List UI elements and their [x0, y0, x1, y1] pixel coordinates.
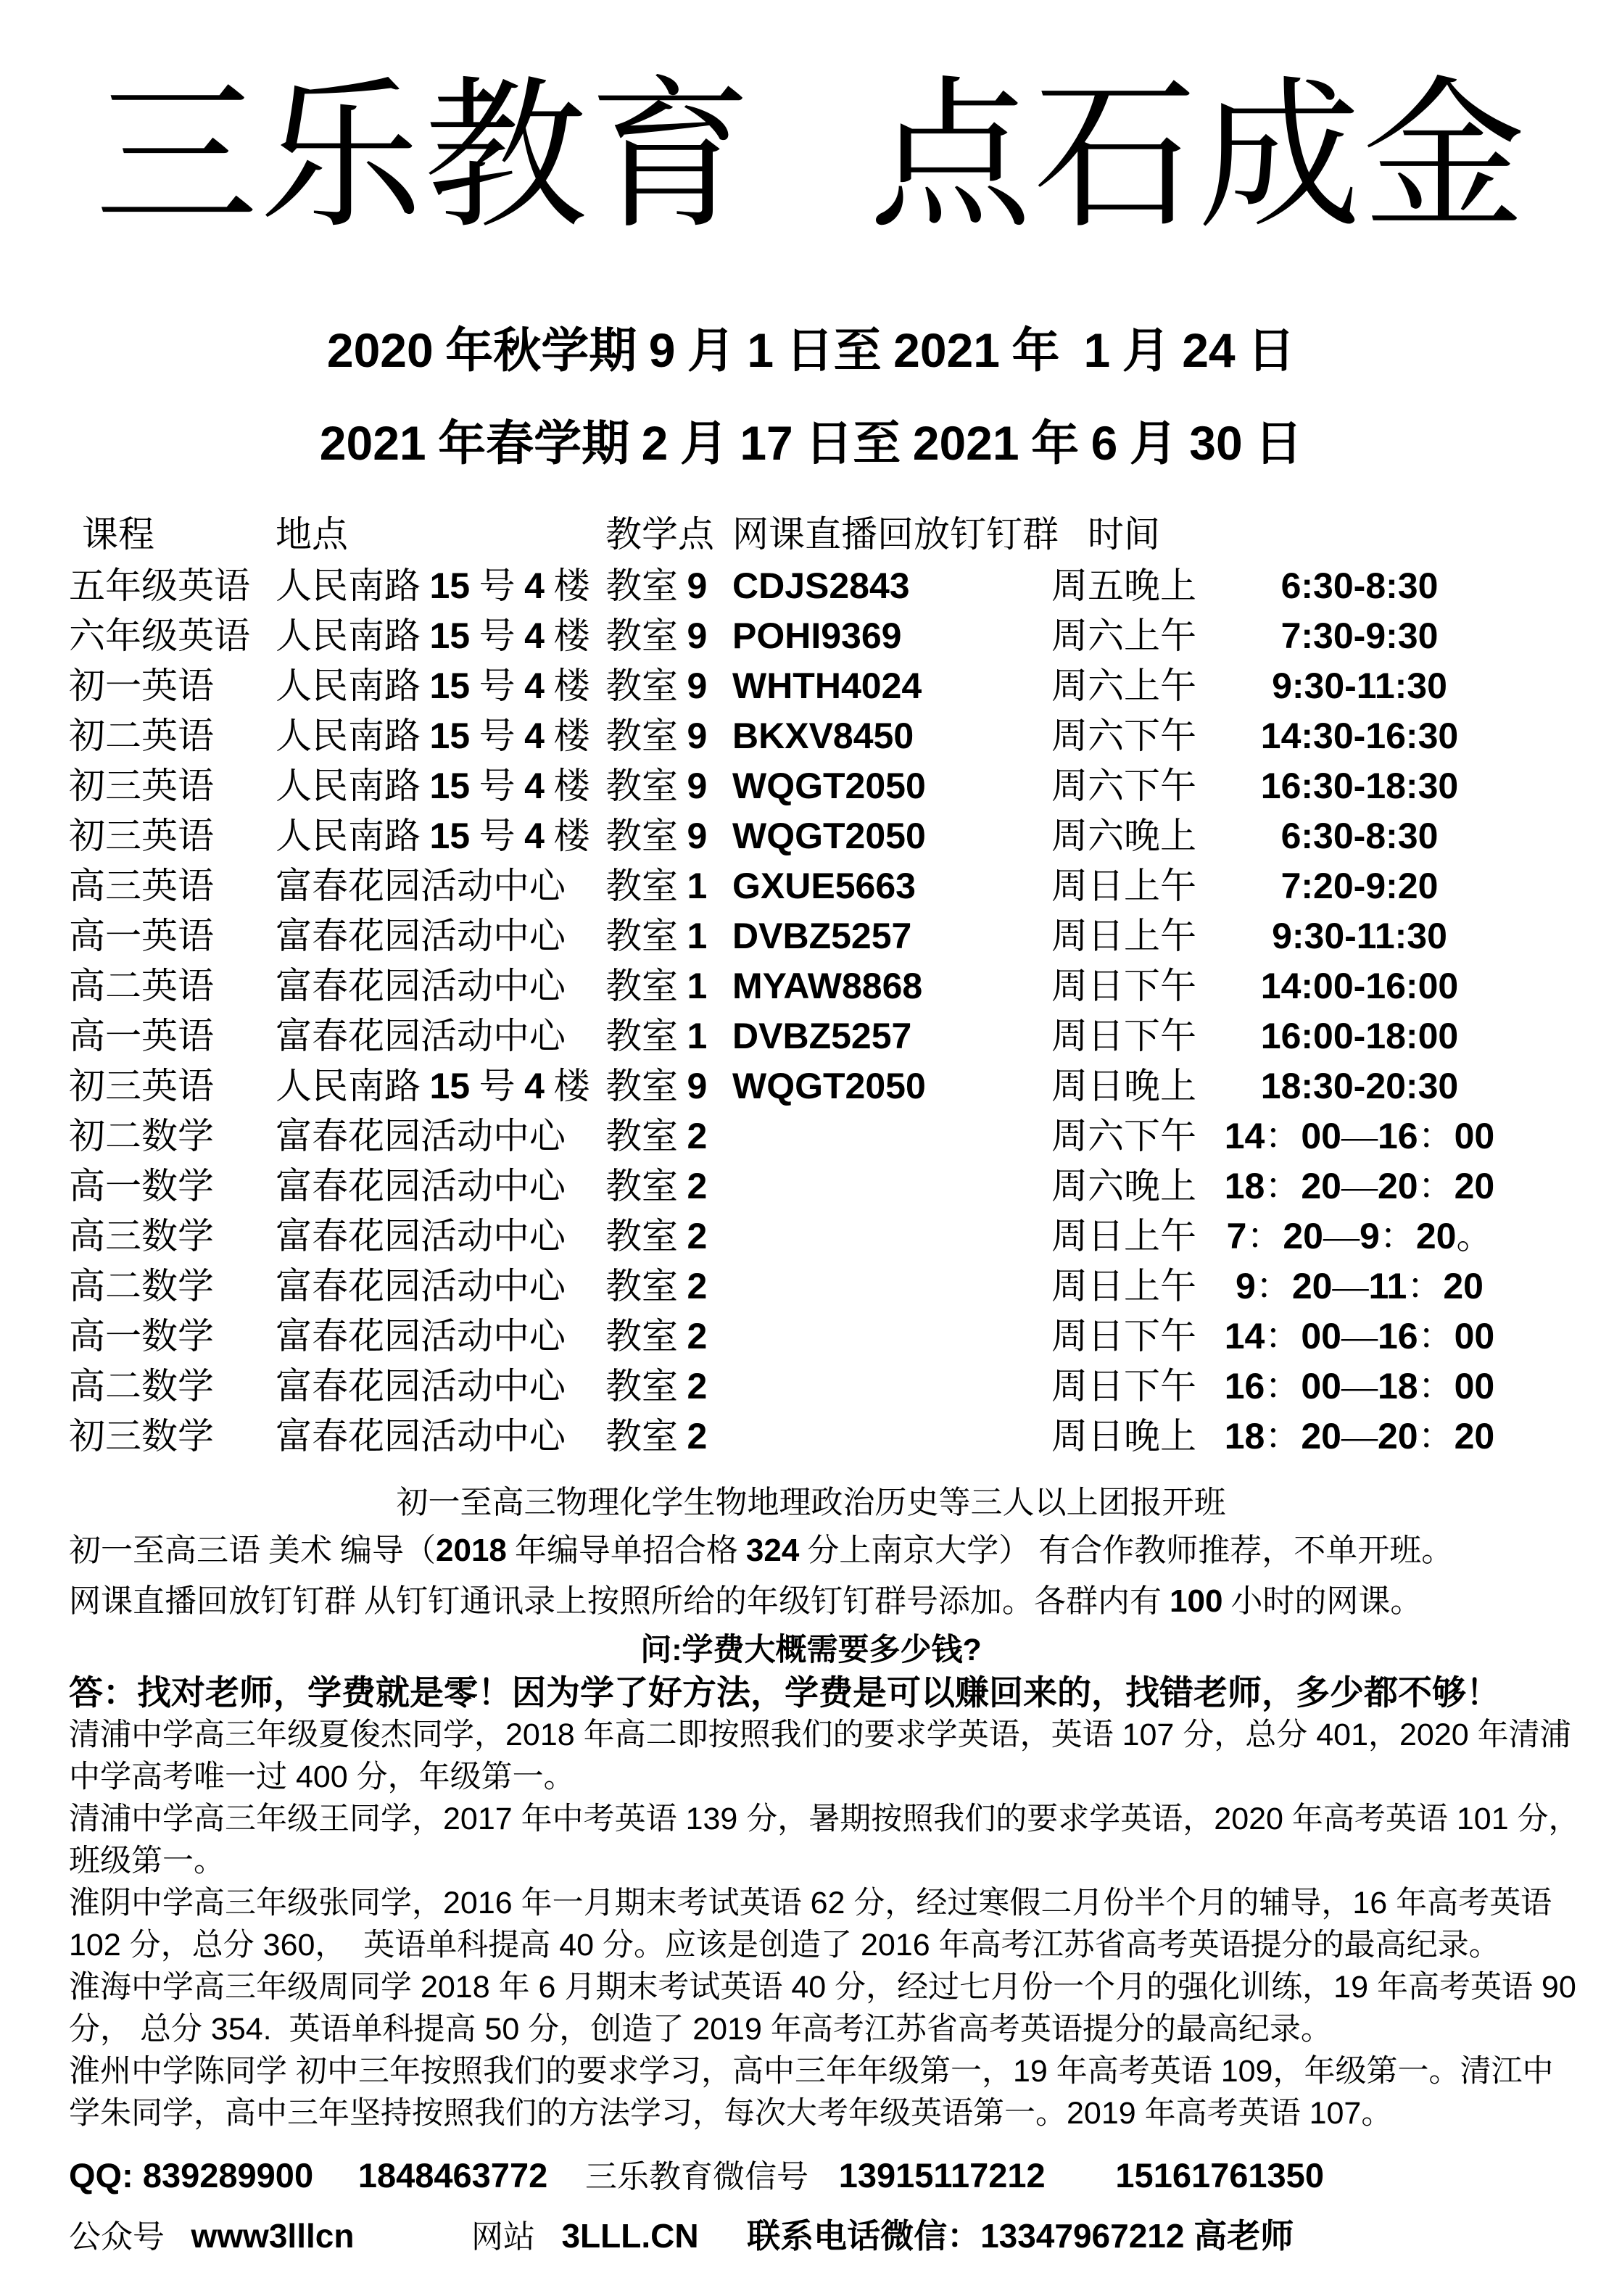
table-row [69, 661, 1622, 711]
cell-room: 教室 9 [605, 716, 708, 756]
table-row [69, 1161, 1622, 1211]
cell-code: POHI9369 [732, 616, 902, 656]
table-body [69, 561, 1622, 1462]
wechat-number-2: 15161761350 [1115, 2156, 1324, 2195]
cell-time: 14：00—16：00 [1224, 1316, 1495, 1356]
cell-course: 高三英语 [69, 866, 214, 906]
cell-course: 高二数学 [69, 1366, 214, 1406]
cell-day: 周日上午 [1051, 1216, 1196, 1256]
testimonial-line: 102 分，总分 360， 英语单科提高 40 分。应该是创造了 2016 年高考江苏省高考英语提分的最高纪录。 [69, 1928, 1500, 1963]
wechat-label: 三乐教育微信号 [584, 2159, 808, 2195]
semester-dates [0, 304, 1622, 490]
cell-location: 人民南路 15 号 4 楼 [276, 716, 590, 756]
cell-course: 高一英语 [69, 1016, 214, 1056]
header-site: 教学点 [605, 514, 714, 555]
cell-room: 教室 9 [605, 565, 708, 606]
cell-course: 五年级英语 [69, 565, 250, 606]
cell-time: 16:00-18:00 [1260, 1016, 1459, 1056]
cell-code [732, 1261, 1033, 1311]
cell-location: 富春花园活动中心 [276, 1216, 566, 1256]
cell-course: 高二英语 [69, 966, 214, 1006]
cell-time: 18：20—20：20 [1224, 1416, 1495, 1456]
cell-day: 周日晚上 [1051, 1416, 1196, 1456]
cell-location: 富春花园活动中心 [276, 1166, 566, 1206]
info-paragraphs [0, 1525, 1622, 1627]
table-row [69, 1211, 1622, 1261]
cell-room: 教室 9 [605, 616, 708, 656]
cell-room: 教室 2 [605, 1416, 708, 1456]
official-account-value: www3lllcn [191, 2217, 355, 2255]
cell-location: 富春花园活动中心 [276, 1266, 566, 1306]
cell-time: 14:30-16:30 [1260, 716, 1459, 756]
cell-time: 16：00—18：00 [1224, 1366, 1495, 1406]
table-row [69, 561, 1622, 611]
cell-location: 人民南路 15 号 4 楼 [276, 565, 590, 606]
testimonials [69, 1714, 1582, 2134]
cell-course: 六年级英语 [69, 616, 250, 656]
cell-code: DVBZ5257 [732, 1016, 912, 1056]
cell-course: 高三数学 [69, 1216, 214, 1256]
table-header-row [69, 510, 1622, 558]
cell-time: 9:30-11:30 [1272, 916, 1447, 956]
cell-room: 教室 1 [605, 1016, 708, 1056]
cell-code [732, 1412, 1033, 1462]
table-row [69, 1261, 1622, 1311]
cell-day: 周日下午 [1051, 966, 1196, 1006]
cell-room: 教室 1 [605, 916, 708, 956]
schedule-table [69, 510, 1622, 1462]
cell-room: 教室 9 [605, 816, 708, 856]
cell-code [732, 1161, 1033, 1211]
semester-line: 2020 年秋学期 9 月 1 日至 2021 年 1 月 24 日 [326, 323, 1296, 378]
cell-code: MYAW8868 [732, 966, 923, 1006]
cell-location: 富春花园活动中心 [276, 1316, 566, 1356]
wechat-number-1: 13915117212 [838, 2156, 1046, 2195]
header-time: 时间 [1088, 514, 1160, 555]
cell-room: 教室 9 [605, 766, 708, 806]
cell-code: WQGT2050 [732, 1066, 926, 1106]
testimonial-line: 淮阴中学高三年级张同学，2016 年一月期末考试英语 62 分，经过寒假二月份半个月的辅导，16 年高考英语 [69, 1886, 1552, 1920]
cell-location: 富春花园活动中心 [276, 866, 566, 906]
cell-day: 周六晚上 [1051, 1166, 1196, 1206]
table-row [69, 1011, 1622, 1061]
paragraph: 初一至高三语 美术 编导（2018 年编导单招合格 324 分上南京大学） 有合作教师推荐，不单开班。 [69, 1533, 1454, 1568]
table-row [69, 811, 1622, 861]
cell-code [732, 1311, 1033, 1362]
cell-location: 富春花园活动中心 [276, 1016, 566, 1056]
cell-time: 7:30-9:30 [1280, 616, 1439, 656]
testimonial-line: 中学高考唯一过 400 分，年级第一。 [69, 1760, 575, 1794]
cell-time: 14:00-16:00 [1260, 966, 1459, 1006]
cell-room: 教室 2 [605, 1216, 708, 1256]
cell-location: 人民南路 15 号 4 楼 [276, 766, 590, 806]
table-row [69, 1111, 1622, 1161]
tuition-question: 问:学费大概需要多少钱? [640, 1633, 982, 1667]
cell-course: 高一英语 [69, 916, 214, 956]
cell-course: 高二数学 [69, 1266, 214, 1306]
cell-location: 人民南路 15 号 4 楼 [276, 616, 590, 656]
cell-course: 初二数学 [69, 1116, 214, 1156]
cell-time: 9：20—11：20 [1236, 1266, 1484, 1306]
cell-course: 初三英语 [69, 1066, 214, 1106]
cell-room: 教室 2 [605, 1116, 708, 1156]
testimonial-line: 学朱同学，高中三年坚持按照我们的方法学习，每次大考年级英语第一。2019 年高考英语 107。 [69, 2096, 1393, 2131]
cell-room: 教室 1 [605, 866, 708, 906]
website-label: 网站 [471, 2219, 535, 2255]
cell-day: 周日上午 [1051, 866, 1196, 906]
cell-room: 教室 1 [605, 966, 708, 1006]
cell-location: 人民南路 15 号 4 楼 [276, 1066, 590, 1106]
cell-course: 高一数学 [69, 1166, 214, 1206]
cell-location: 富春花园活动中心 [276, 1366, 566, 1406]
cell-location: 富春花园活动中心 [276, 1416, 566, 1456]
cell-code: WQGT2050 [732, 766, 926, 806]
cell-room: 教室 2 [605, 1366, 708, 1406]
qq-number-1: QQ: 839289900 [69, 2156, 314, 2195]
cell-room: 教室 2 [605, 1266, 708, 1306]
qq-number-2: 1848463772 [357, 2156, 548, 2195]
testimonial-line: 淮州中学陈同学 初中三年按照我们的要求学习，高中三年年级第一，19 年高考英语 109，年级第一。清江中 [69, 2054, 1554, 2089]
cell-code: CDJS2843 [732, 565, 910, 606]
cell-time: 18:30-20:30 [1260, 1066, 1459, 1106]
testimonial-line: 淮海中学高三年级周同学 2018 年 6 月期末考试英语 40 分，经过七月份一个月的强化训练，19 年高考英语 90 [69, 1970, 1576, 2005]
cell-time: 7：20—9：20。 [1226, 1216, 1493, 1256]
cell-day: 周日上午 [1051, 916, 1196, 956]
cell-code [732, 1111, 1033, 1161]
cell-time: 6:30-8:30 [1280, 816, 1439, 856]
cell-day: 周日下午 [1051, 1366, 1196, 1406]
cell-day: 周六晚上 [1051, 816, 1196, 856]
testimonial-line: 班级第一。 [69, 1844, 225, 1878]
table-row [69, 711, 1622, 761]
cell-code: BKXV8450 [732, 716, 914, 756]
cell-time: 14：00—16：00 [1224, 1116, 1495, 1156]
cell-day: 周日下午 [1051, 1016, 1196, 1056]
cell-day: 周六上午 [1051, 616, 1196, 656]
cell-code: WQGT2050 [732, 816, 926, 856]
table-row [69, 761, 1622, 811]
cell-day: 周六下午 [1051, 1116, 1196, 1156]
testimonial-line: 清浦中学高三年级王同学，2017 年中考英语 139 分，暑期按照我们的要求学英语，2020 年高考英语 101 分， [69, 1802, 1580, 1836]
table-row [69, 611, 1622, 661]
cell-day: 周日晚上 [1051, 1066, 1196, 1106]
contact-line-1 [69, 2150, 1622, 2202]
cell-day: 周日下午 [1051, 1316, 1196, 1356]
header-course: 课程 [82, 514, 154, 555]
cell-location: 富春花园活动中心 [276, 916, 566, 956]
cell-location: 人民南路 15 号 4 楼 [276, 666, 590, 706]
cell-location: 富春花园活动中心 [276, 966, 566, 1006]
cell-code [732, 1362, 1033, 1412]
testimonial-line: 分， 总分 354. 英语单科提高 50 分，创造了 2019 年高考江苏省高考英语提分的最高纪录。 [69, 2012, 1332, 2047]
cell-day: 周六上午 [1051, 666, 1196, 706]
table-row [69, 1362, 1622, 1412]
cell-code: WHTH4024 [732, 666, 922, 706]
table-row [69, 1412, 1622, 1462]
testimonial-line: 清浦中学高三年级夏俊杰同学，2018 年高二即按照我们的要求学英语，英语 107 分，总分 401，2020 年清浦 [69, 1717, 1571, 1752]
cell-room: 教室 2 [605, 1166, 708, 1206]
cell-day: 周六下午 [1051, 716, 1196, 756]
cell-room: 教室 2 [605, 1316, 708, 1356]
cell-day: 周五晚上 [1051, 565, 1196, 606]
paragraph: 网课直播回放钉钉群 从钉钉通讯录上按照所给的年级钉钉群号添加。各群内有 100 小时的网课。 [69, 1583, 1423, 1619]
cell-day: 周日上午 [1051, 1266, 1196, 1306]
cell-room: 教室 9 [605, 1066, 708, 1106]
cell-code: GXUE5663 [732, 866, 916, 906]
header-spacer [1215, 510, 1505, 558]
cell-course: 初三英语 [69, 766, 214, 806]
table-row [69, 961, 1622, 1011]
tuition-answer: 答：找对老师，学费就是零！因为学了好方法，学费是可以赚回来的，找错老师，多少都不够！ [69, 1673, 1500, 1712]
cell-code [732, 1211, 1033, 1261]
cell-course: 初一英语 [69, 666, 214, 706]
cell-time: 18：20—20：20 [1224, 1166, 1495, 1206]
table-row [69, 911, 1622, 961]
semester-line: 2021 年春学期 2 月 17 日至 2021 年 6 月 30 日 [319, 416, 1303, 471]
contact-line-2 [69, 2207, 1622, 2266]
cell-time: 6:30-8:30 [1280, 565, 1439, 606]
cell-time: 7:20-9:20 [1280, 866, 1439, 906]
cell-location: 人民南路 15 号 4 楼 [276, 816, 590, 856]
header-location: 地点 [276, 514, 348, 555]
page-title: 三乐教育 点石成金 [94, 67, 1528, 248]
cell-course: 初二英语 [69, 716, 214, 756]
cell-time: 9:30-11:30 [1272, 666, 1447, 706]
cell-location: 富春花园活动中心 [276, 1116, 566, 1156]
table-row [69, 1311, 1622, 1362]
cell-code: DVBZ5257 [732, 916, 912, 956]
phone-wechat-contact: 联系电话微信：13347967212 高老师 [747, 2217, 1294, 2255]
table-row [69, 1061, 1622, 1111]
cell-course: 高一数学 [69, 1316, 214, 1356]
cell-course: 初三英语 [69, 816, 214, 856]
cell-room: 教室 9 [605, 666, 708, 706]
group-enroll-note: 初一至高三物理化学生物地理政治历史等三人以上团报开班 [396, 1485, 1226, 1520]
cell-time: 16:30-18:30 [1260, 766, 1459, 806]
table-row [69, 861, 1622, 911]
header-group: 网课直播回放钉钉群 [732, 514, 1059, 555]
official-account-label: 公众号 [69, 2219, 165, 2255]
cell-day: 周六下午 [1051, 766, 1196, 806]
cell-course: 初三数学 [69, 1416, 214, 1456]
website-value: 3LLL.CN [561, 2217, 699, 2255]
